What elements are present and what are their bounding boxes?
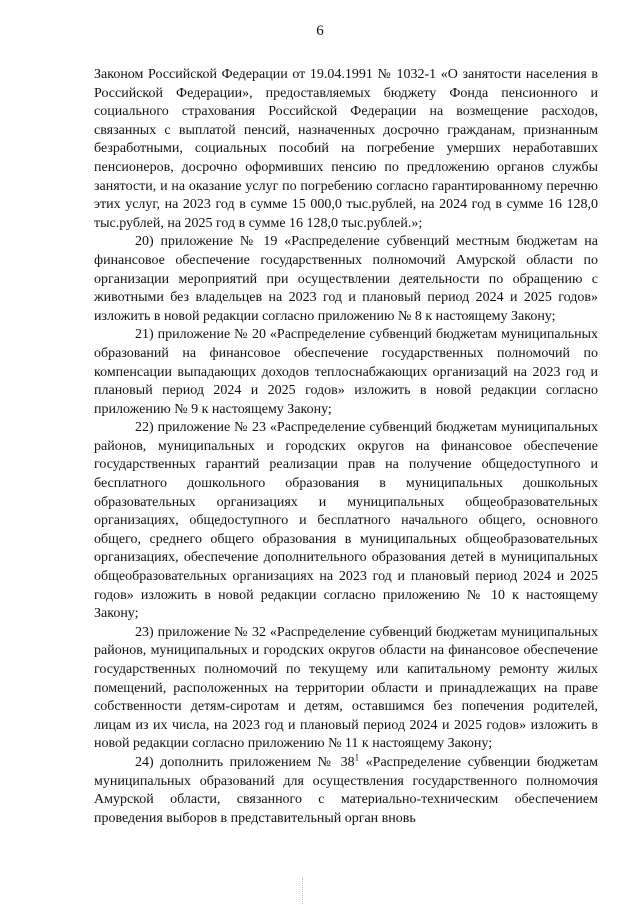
paragraph-continuation: Законом Российской Федерации от 19.04.1991 № 1032-1 «О занятости населения в Российской Федерации», предоставляемых бюджету Фонда пенсионного и социального страхования Российской Федерации на возмещение расходов, связанных с выплатой пенсий, назначенных досрочно гражданам, признанным безработными, социальных пособий на погребение умерших неработавших пенсионеров, досрочно оформивших пенсию по предложению органов службы занятости, и на оказание услуг по погребению согласно гарантированному перечню этих услуг, на 2023 год в сумме 15 000,0 тыс.рублей, на 2024 год в сумме 16 128,0 тыс.рублей, на 2025 год в сумме 16 128,0 тыс.рублей.»;	[94, 67, 598, 231]
paragraph-item-23: 23) приложение № 32 «Распределение субвенций бюджетам муниципальных районов, муниципальных и городских округов области на финансовое обеспечение государственных полномочий по текущему или капитальному ремонту жилых помещений, расположенных на территории области и принадлежащих на праве собственности детям-сиротам и детям, оставшимся без попечения родителей, лицам из их числа, на 2023 год и плановый период 2024 и 2025 годов» изложить в новой редакции согласно приложению № 11 к настоящему Закону;	[94, 624, 598, 752]
paragraph-item-22: 22) приложение № 23 «Распределение субвенций бюджетам муниципальных районов, муниципальных и городских округов на финансовое обеспечение государственных гарантий реализации прав на получение общедоступного и бесплатного дошкольного образования в муниципальных дошкольных образовательных организациях и муниципальных общеобразовательных организациях, общедоступного и бесплатного начального общего, основного общего, среднего общего образования в муниципальных общеобразовательных организациях, обеспечение дополнительного образования детей в муниципальных общеобразовательных организациях на 2023 год и плановый период 2024 и 2025 годов» изложить в новой редакции согласно приложению № 10 к настоящему Закону;	[94, 420, 598, 622]
paragraph-item-20: 20) приложение № 19 «Распределение субвенций местным бюджетам на финансовое обеспечение государственных полномочий Амурской области по организации мероприятий при осуществлении деятельности по обращению с животными без владельцев на 2023 год и плановый период 2024 и 2025 годов» изложить в новой редакции согласно приложению № 8 к настоящему Закону;	[94, 234, 598, 324]
scan-fold-line	[302, 878, 303, 904]
superscript-mark: 1	[354, 752, 360, 763]
paragraph-item-24	[94, 754, 598, 828]
paragraph-item-24-rest: «Распределение субвенции бюджетам муниципальных образований для осуществления государственного полномочия Амурской области, связанного с материально-техническим обеспечением проведения выборов в представительный орган вновь	[94, 754, 598, 826]
paragraph-item-21: 21) приложение № 20 «Распределение субвенций бюджетам муниципальных образований на финансовое обеспечение государственных полномочий по компенсации выпадающих доходов теплоснабжающих организаций на 2023 год и плановый период 2024 и 2025 годов» изложить в новой редакции согласно приложению № 9 к настоящему Закону;	[94, 327, 598, 417]
paragraph-item-24-lead: 24) дополнить приложением № 38	[135, 754, 355, 770]
document-body	[94, 66, 598, 828]
page-number: 6	[316, 23, 324, 39]
